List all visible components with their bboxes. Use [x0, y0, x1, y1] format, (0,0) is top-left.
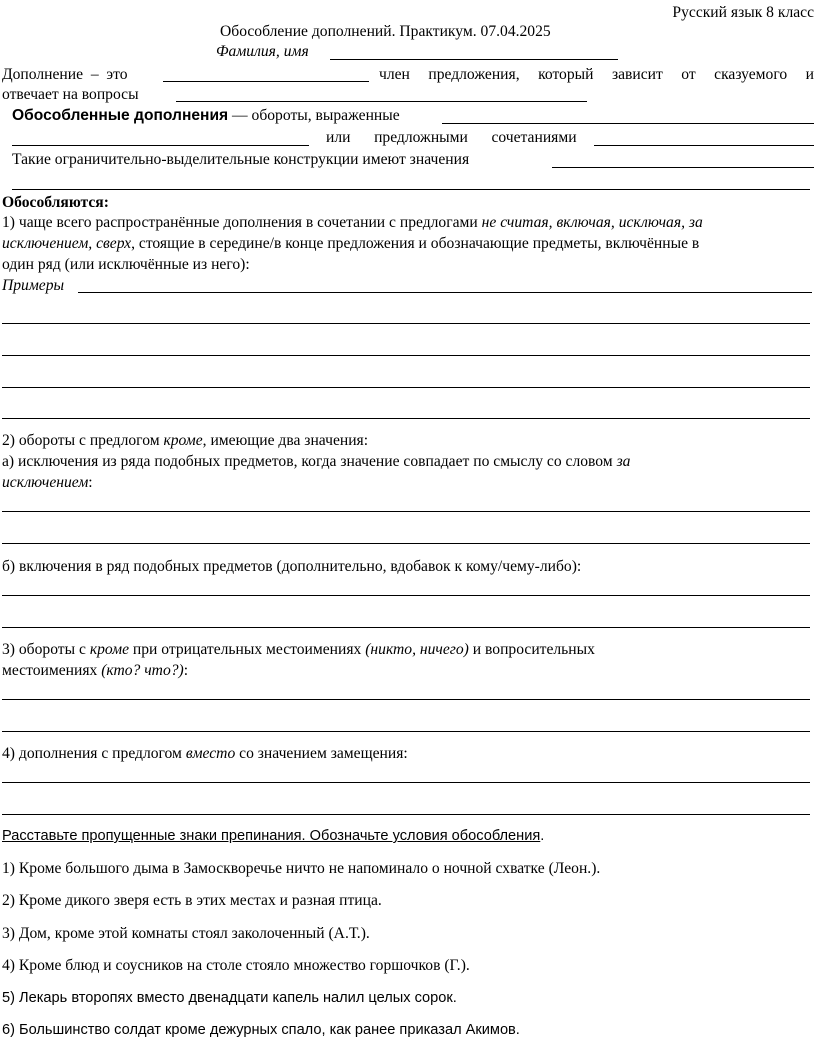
definition-blank-2[interactable]	[176, 101, 587, 102]
definition-blank-1[interactable]	[163, 81, 369, 82]
task-item-1: 1) Кроме большого дыма в Замоскворечье ничто не напоминало о ночной схватке (Леон.).	[2, 860, 601, 877]
definition-end: член предложения, который зависит от сказуемого и	[379, 66, 814, 83]
name-field-line[interactable]	[330, 59, 618, 60]
task-item-6: 6) Большинство солдат кроме дежурных спало, как ранее приказал Акимов.	[2, 1022, 520, 1038]
meanings-blank-2[interactable]	[12, 189, 810, 190]
examples-blank-4[interactable]	[2, 387, 810, 388]
task-item-2: 2) Кроме дикого зверя есть в этих местах и разная птица.	[2, 892, 382, 909]
rule-4-line1: 4) дополнения с предлогом вместо со значением замещения:	[2, 745, 408, 762]
rule-2a-blank-2[interactable]	[2, 543, 810, 544]
examples-blank-1[interactable]	[78, 292, 812, 293]
examples-blank-2[interactable]	[2, 323, 810, 324]
rule-2b-blank-1[interactable]	[2, 595, 810, 596]
task-instruction: Расставьте пропущенные знаки препинания. Обозначьте условия обособления.	[2, 828, 545, 844]
examples-label: Примеры	[2, 277, 65, 294]
examples-blank-5[interactable]	[2, 418, 810, 419]
rule-3-line2: местоимениях (кто? что?):	[2, 662, 189, 679]
rule-4-blank-2[interactable]	[2, 814, 810, 815]
rule-3-blank-2[interactable]	[2, 731, 810, 732]
rule-2a-blank-1[interactable]	[2, 511, 810, 512]
rule-3-line1: 3) обороты с кроме при отрицательных местоимениях (никто, ничего) и вопросительных	[2, 641, 595, 658]
task-item-3: 3) Дом, кроме этой комнаты стоял заколоченный (А.Т.).	[2, 925, 370, 942]
meanings-blank-1[interactable]	[552, 167, 814, 168]
isolated-blank-3[interactable]	[594, 145, 814, 146]
course-label: Русский язык 8 класс	[672, 4, 814, 21]
rule-1-line2: исключением, сверх, стоящие в середине/в конце предложения и обозначающие предметы, включённые в	[2, 235, 700, 252]
isolated-blank-2[interactable]	[12, 145, 309, 146]
definition-start: Дополнение – это	[2, 66, 128, 83]
task-item-5: 5) Лекарь второпях вместо двенадцати капель налил целых сорок.	[2, 990, 457, 1006]
isolated-blank-1[interactable]	[442, 123, 814, 124]
rule-1-line3: один ряд (или исключённые из него):	[2, 256, 250, 273]
isolated-or-prep: или предложными сочетаниями	[326, 129, 577, 146]
rule-3-blank-1[interactable]	[2, 699, 810, 700]
meanings-text: Такие ограничительно-выделительные конструкции имеют значения	[12, 151, 470, 168]
name-label: Фамилия, имя	[216, 43, 309, 60]
rule-2a-line2: исключением:	[2, 474, 93, 491]
rule-2-line1: 2) обороты с предлогом кроме, имеющие два значения:	[2, 432, 369, 449]
rule-2b-blank-2[interactable]	[2, 627, 810, 628]
definition-line2: отвечает на вопросы	[2, 86, 139, 103]
isolated-definition: Обособленные дополнения — обороты, выраженные	[12, 107, 400, 124]
rules-heading: Обособляются:	[2, 194, 109, 211]
rule-2a-line1: а) исключения из ряда подобных предметов, когда значение совпадает по смыслу со словом за	[2, 453, 631, 470]
page-title: Обособление дополнений. Практикум. 07.04.2025	[220, 23, 551, 40]
task-item-4: 4) Кроме блюд и соусников на столе стояло множество горшочков (Г.).	[2, 957, 470, 974]
rule-1-line1: 1) чаще всего распространённые дополнения в сочетании с предлогами не считая, включая, исключая, за	[2, 214, 703, 231]
rule-4-blank-1[interactable]	[2, 782, 810, 783]
examples-blank-3[interactable]	[2, 355, 810, 356]
rule-2b: б) включения в ряд подобных предметов (дополнительно, вдобавок к кому/чему-либо):	[2, 558, 582, 575]
